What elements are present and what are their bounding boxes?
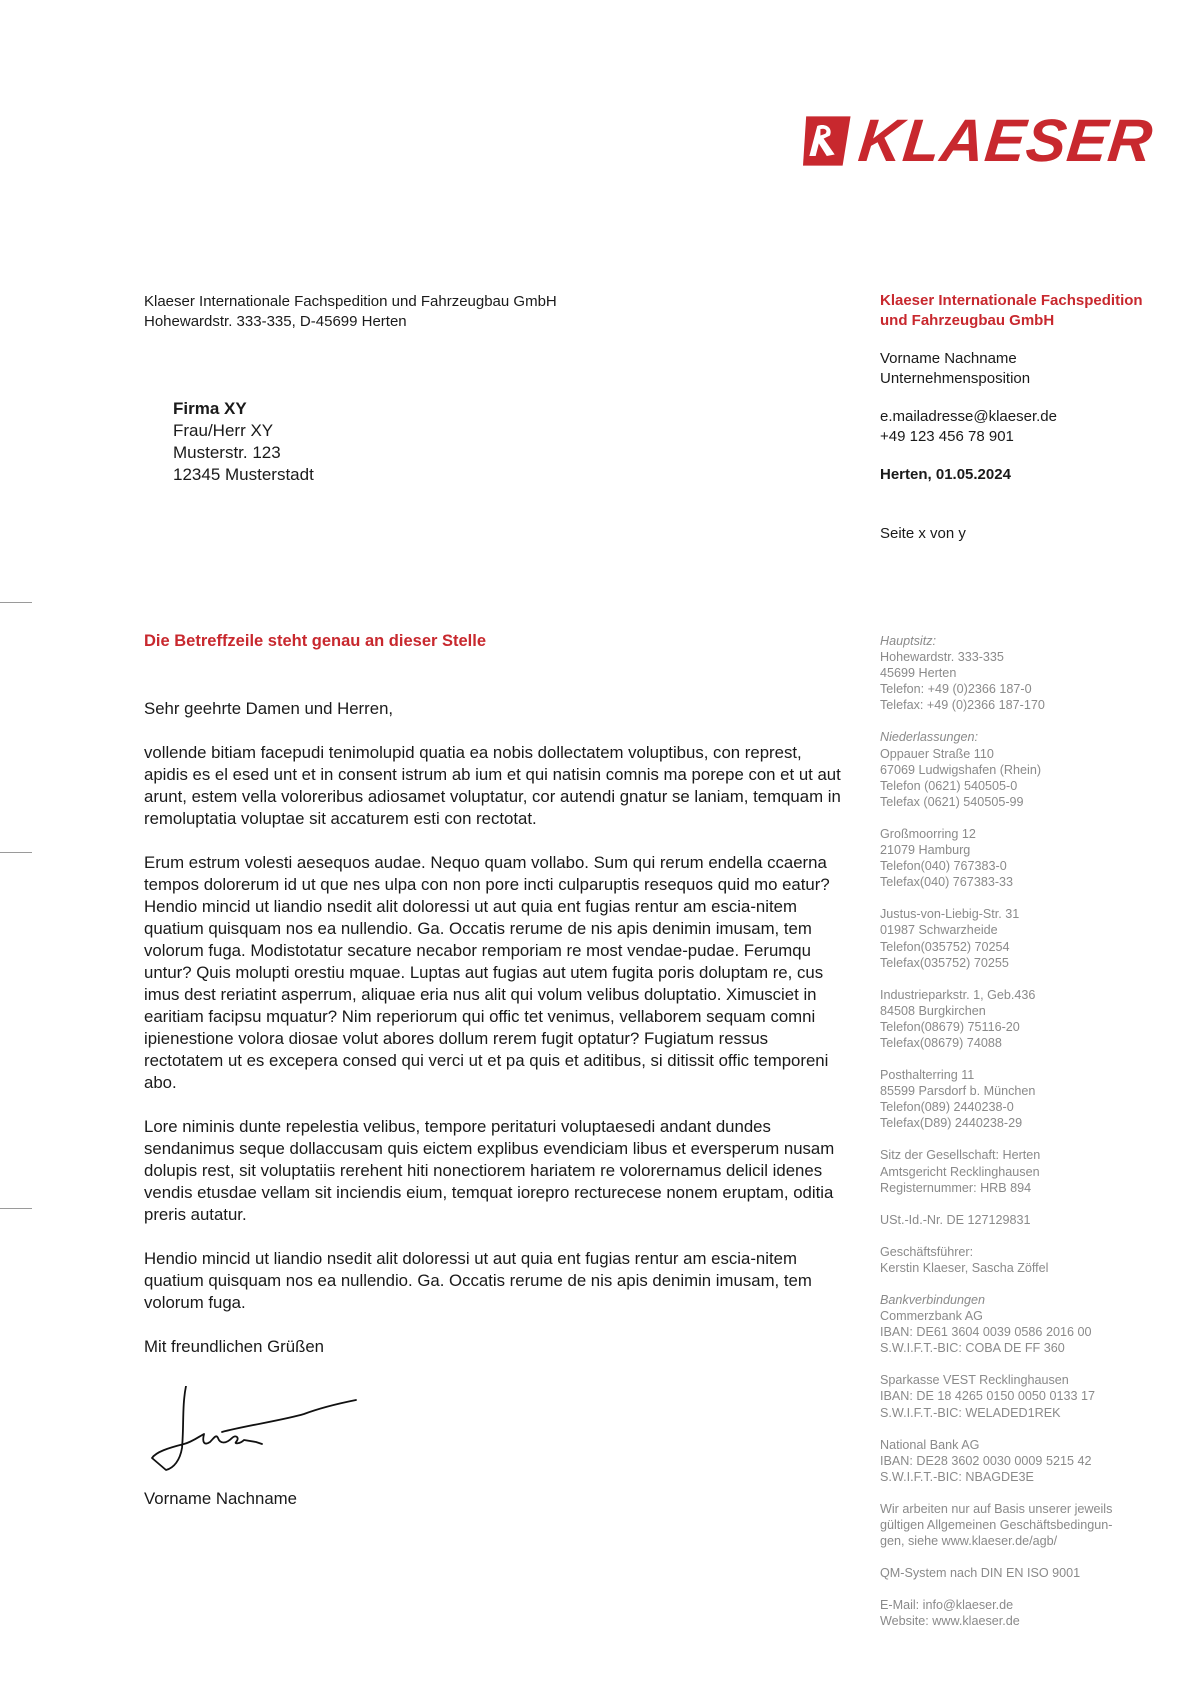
fold-mark-top bbox=[0, 602, 32, 603]
hq-line: Telefon: +49 (0)2366 187-0 bbox=[880, 682, 1032, 697]
bank-line: Sparkasse VEST Recklinghausen bbox=[880, 1373, 1069, 1388]
page-number: Seite x von y bbox=[880, 524, 966, 542]
company-details-sidebar bbox=[880, 633, 1180, 1630]
logo-wordmark: KLAESER bbox=[855, 107, 1157, 174]
body-paragraph-4: Lore niminis dunte repelestia velibus, tempore peritaturi voluptaesedi andant dundes sendanimus seque dollaccusam quis eictem explibus evendiciam libus et eversperum nusam dolupis rest, sit voluptatiis rerehent hiti nonectiorem hariatem re volorernamus delicil idenes vendis etusdae vellam sit inciendis eium, temquat iorepro recturecese nonem eruptam, oditia preris autatur. bbox=[144, 1117, 835, 1224]
greeting: Sehr geehrte Damen und Herren, bbox=[144, 699, 394, 718]
branch-line: Telefax(040) 767383-33 bbox=[880, 875, 1014, 890]
company-logo bbox=[803, 107, 1157, 175]
contact-position: Unternehmensposition bbox=[880, 369, 1031, 387]
contact-name: Vorname Nachname bbox=[880, 350, 1017, 367]
letter-body bbox=[144, 698, 844, 1380]
letter-info-block bbox=[880, 291, 1180, 543]
branch-line: Großmoorring 12 bbox=[880, 826, 976, 841]
bank-line: S.W.I.F.T.-BIC: NBAGDE3E bbox=[880, 1469, 1034, 1484]
body-paragraph-1: vollende bitiam facepudi tenimolupid quatia ea nobis dollectatem voluptibus, con represt, apidis es el esed unt et in consent istrum ab ium et qui natisin comnis ma porepe con et ut aut arunt, estem vella voloreribus adiosamet voluptatur, cor autendi gnatur se laniam, temquam in remoluptatia voluptae sit accaturem esti con rectotat. bbox=[144, 743, 841, 828]
company-email: E-Mail: info@klaeser.de bbox=[880, 1598, 1014, 1613]
managing-directors bbox=[880, 1244, 1180, 1276]
sender-street: Hohewardstr. 333-335, D-45699 Herten bbox=[144, 313, 407, 330]
branch-line: Telefax(D89) 2440238-29 bbox=[880, 1116, 1023, 1131]
branch-line: Telefax (0621) 540505-99 bbox=[880, 794, 1024, 809]
bank-line: IBAN: DE28 3602 0030 0009 5215 42 bbox=[880, 1453, 1092, 1468]
branch-line: Oppauer Straße 110 bbox=[880, 746, 994, 761]
branch-line: 21079 Hamburg bbox=[880, 843, 971, 858]
sender-address-line bbox=[144, 292, 557, 332]
punch-mark bbox=[0, 852, 32, 853]
body-paragraph-3: Hendio mincid ut liandio nsedit alit doloressi ut aut quia ent fugias rentur am escia-nitem quatium quisquam nos ea nullendio. Ga. Occatis rerume de nis apis denimin imusam, tem volorum fuga. Modistotatur secature necabor remporiam re most vendae-pudae. Ferumqu untur? Quis molupti orestiu mquae. Luptas aut fugias aut utem fugita poris doluptam re, cus imus dest reriatint asperrum, aliquae eria nus alit qui volum velibus doluptatio. Ximusciet in earitiam facipsu mquatur? Nim reperiorum qui offic tet venimus, vellaborem sequam comni ipienestione volora diosae volut abores dollum rerem fugit optatur? Fugiatum ressus rectotatem ut es excepera consed qui verci ut et pa quis et aditibus, si ditissit offic temporeni abo. bbox=[144, 897, 829, 1092]
branch-line: Telefon(040) 767383-0 bbox=[880, 859, 1007, 874]
bank-line: IBAN: DE61 3604 0039 0586 2016 00 bbox=[880, 1325, 1092, 1340]
hq-heading: Hauptsitz: bbox=[880, 634, 936, 648]
branch-burgkirchen bbox=[880, 987, 1180, 1051]
bank-line: S.W.I.F.T.-BIC: COBA DE FF 360 bbox=[880, 1341, 1065, 1356]
branch-line: Telefon(089) 2440238-0 bbox=[880, 1100, 1014, 1115]
branch-line: Telefon(08679) 75116-20 bbox=[880, 1019, 1020, 1034]
md-names: Kerstin Klaeser, Sascha Zöffel bbox=[880, 1260, 1049, 1275]
body-paragraph-2: Erum estrum volesti aesequos audae. Nequo quam vollabo. Sum qui rerum endella ccaerna tempos dolorerum id ut que nes ulpa con non pore incti culparuptis resequos quid mo eatur? bbox=[144, 853, 830, 894]
branch-line: 85599 Parsdorf b. München bbox=[880, 1084, 1036, 1099]
contact-phone: +49 123 456 78 901 bbox=[880, 427, 1014, 445]
sender-company: Klaeser Internationale Fachspedition und Fahrzeugbau GmbH bbox=[144, 293, 557, 310]
letter-subject: Die Betreffzeile steht genau an dieser Stelle bbox=[144, 632, 487, 650]
headquarters bbox=[880, 633, 1180, 713]
vat-id: USt.-Id.-Nr. DE 127129831 bbox=[880, 1212, 1031, 1227]
bank-line: National Bank AG bbox=[880, 1437, 980, 1452]
branch-hamburg bbox=[880, 826, 1180, 890]
branch-line: 84508 Burgkirchen bbox=[880, 1003, 986, 1018]
terms-line: gen, siehe www.klaeser.de/agb/ bbox=[880, 1534, 1058, 1549]
signer-name: Vorname Nachname bbox=[144, 1489, 297, 1508]
info-company-name bbox=[880, 291, 1180, 330]
handwritten-signature bbox=[144, 1386, 360, 1474]
company-website: Website: www.klaeser.de bbox=[880, 1614, 1020, 1629]
info-company-line2: und Fahrzeugbau GmbH bbox=[880, 311, 1055, 329]
recipient-city: 12345 Musterstadt bbox=[173, 465, 314, 484]
klaeser-logo-icon bbox=[803, 108, 855, 174]
bank-line: IBAN: DE 18 4265 0150 0050 0133 17 bbox=[880, 1389, 1095, 1404]
bank-commerzbank bbox=[880, 1292, 1180, 1356]
md-heading: Geschäftsführer: bbox=[880, 1244, 974, 1259]
hq-line: Telefax: +49 (0)2366 187-170 bbox=[880, 698, 1045, 713]
branch-ludwigshafen bbox=[880, 729, 1180, 809]
terms-notice bbox=[880, 1501, 1180, 1549]
closing: Mit freundlichen Grüßen bbox=[144, 1337, 325, 1356]
branch-schwarzheide bbox=[880, 906, 1180, 970]
branch-parsdorf bbox=[880, 1067, 1180, 1131]
branch-line: Telefon (0621) 540505-0 bbox=[880, 778, 1018, 793]
registry-line: Sitz der Gesellschaft: Herten bbox=[880, 1148, 1041, 1163]
bank-line: Commerzbank AG bbox=[880, 1309, 983, 1324]
branch-line: 67069 Ludwigshafen (Rhein) bbox=[880, 762, 1042, 777]
fold-mark-bottom bbox=[0, 1208, 32, 1209]
registry-line: Amtsgericht Recklinghausen bbox=[880, 1164, 1040, 1179]
info-contact-details bbox=[880, 407, 1180, 446]
registry-info bbox=[880, 1147, 1180, 1195]
hq-line: 45699 Herten bbox=[880, 666, 957, 681]
qm-system: QM-System nach DIN EN ISO 9001 bbox=[880, 1566, 1081, 1581]
branch-line: Telefon(035752) 70254 bbox=[880, 939, 1010, 954]
bank-line: S.W.I.F.T.-BIC: WELADED1REK bbox=[880, 1405, 1061, 1420]
terms-line: Wir arbeiten nur auf Basis unserer jeweils bbox=[880, 1501, 1113, 1516]
info-contact bbox=[880, 349, 1180, 388]
branch-line: Industrieparkstr. 1, Geb.436 bbox=[880, 987, 1036, 1002]
hq-line: Hohewardstr. 333-335 bbox=[880, 650, 1004, 665]
recipient-name: Frau/Herr XY bbox=[173, 421, 274, 440]
branch-line: Justus-von-Liebig-Str. 31 bbox=[880, 907, 1020, 922]
branch-line: Posthalterring 11 bbox=[880, 1068, 975, 1083]
branch-line: Telefax(08679) 74088 bbox=[880, 1035, 1002, 1050]
contact-email: e.mailadresse@klaeser.de bbox=[880, 408, 1057, 425]
bank-sparkasse bbox=[880, 1372, 1180, 1420]
registry-line: Registernummer: HRB 894 bbox=[880, 1180, 1032, 1195]
branch-line: Telefax(035752) 70255 bbox=[880, 955, 1009, 970]
info-company-line1: Klaeser Internationale Fachspedition bbox=[880, 292, 1143, 309]
bank-national bbox=[880, 1437, 1180, 1485]
contact-footer bbox=[880, 1597, 1180, 1629]
branch-line: 01987 Schwarzheide bbox=[880, 923, 998, 938]
bank-heading: Bankverbindungen bbox=[880, 1293, 986, 1307]
recipient-company: Firma XY bbox=[173, 399, 247, 418]
recipient-address bbox=[173, 398, 314, 486]
recipient-street: Musterstr. 123 bbox=[173, 443, 281, 462]
letter-date: Herten, 01.05.2024 bbox=[880, 466, 1011, 483]
branches-heading: Niederlassungen: bbox=[880, 730, 979, 745]
body-paragraph-5: Hendio mincid ut liandio nsedit alit doloressi ut aut quia ent fugias rentur am escia-nitem quatium quisquam nos ea nullendio. Ga. Occatis rerume de nis apis denimin imusam, tem volorum fuga. bbox=[144, 1249, 812, 1312]
terms-line: gültigen Allgemeinen Geschäftsbedingun- bbox=[880, 1518, 1113, 1533]
